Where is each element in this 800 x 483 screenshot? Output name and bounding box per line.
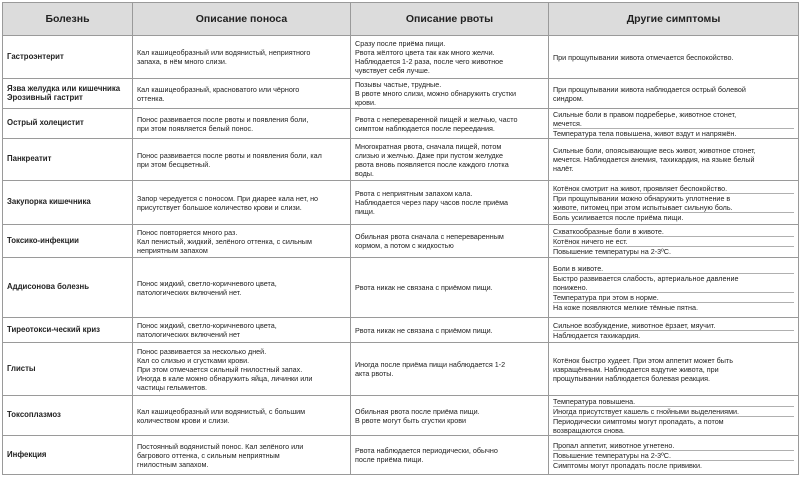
table-row — [3, 258, 799, 318]
other-symptoms — [549, 109, 799, 139]
disease-name: Закупорка кишечника — [3, 181, 133, 225]
symptom-line: Повышение температуры на 2-3ºС. — [553, 246, 794, 256]
header-disease: Болезнь — [3, 3, 133, 36]
table-row — [3, 396, 799, 436]
vomit-line: акта рвоты. — [355, 369, 394, 378]
other-symptoms — [549, 436, 799, 475]
other-symptoms — [549, 258, 799, 318]
table-row — [3, 79, 799, 109]
vomit-line: пищи. — [355, 207, 375, 216]
vomit-description — [351, 318, 549, 343]
vomit-line: рвота вновь появляется после каждого глотка — [355, 159, 509, 169]
vomit-line: чувствует себя лучше. — [355, 66, 430, 75]
diarrhea-line: при этом бесцветный. — [137, 159, 211, 169]
vomit-description — [351, 396, 549, 436]
vomit-line: Обильная рвота после приёма пищи. — [355, 406, 480, 416]
diarrhea-line: при этом появляется белый понос. — [137, 123, 254, 133]
diarrhea-line: При этом отмечается сильный гнилостный запах. — [137, 364, 303, 374]
vomit-description — [351, 181, 549, 225]
vomit-line: Рвота с неприятным запахом кала. — [355, 189, 473, 198]
other-symptoms — [549, 318, 799, 343]
header-vomit: Описание рвоты — [351, 3, 549, 36]
symptom-line: Температура повышена. — [553, 396, 636, 406]
symptoms-table — [2, 2, 799, 475]
disease-name: Аддисонова болезнь — [3, 258, 133, 318]
disease-name: Острый холецистит — [3, 109, 133, 139]
diarrhea-description — [133, 36, 351, 79]
symptom-line: Сильное возбуждение, животное ёрзает, мяучит. — [553, 320, 716, 330]
symptom-line: синдром. — [553, 93, 584, 103]
vomit-line: слизью и желчью. Даже при пустом желудке — [355, 150, 503, 160]
symptom-line: извращённым. Наблюдается вздутие живота, при — [553, 364, 719, 374]
symptom-line: Быстро развивается слабость, артериальное давление — [553, 273, 794, 283]
symptom-line: Симптомы могут пропадать после прививки. — [553, 460, 794, 470]
symptom-line: Температура при этом в норме. — [553, 292, 794, 302]
diarrhea-description — [133, 343, 351, 396]
symptom-line: Пропал аппетит, животное угнетено. — [553, 440, 675, 450]
vomit-line: Рвота никак не связана с приёмом пищи. — [355, 325, 493, 335]
diarrhea-line: Постоянный водянистый понос. Кал зелёного или — [137, 441, 304, 451]
disease-name: Глисты — [3, 343, 133, 396]
vomit-line: Обильная рвота сначала с непереваренным — [355, 232, 504, 241]
other-symptoms — [549, 396, 799, 436]
other-symptoms — [549, 36, 799, 79]
disease-name: Гастроэнтерит — [3, 36, 133, 79]
table-row — [3, 318, 799, 343]
symptom-line: Температура тела повышена, живот вздут и напряжён. — [553, 128, 794, 138]
symptom-line: прощупывании наблюдается болевая реакция. — [553, 373, 711, 383]
diarrhea-description — [133, 79, 351, 109]
vomit-line: В рвоте много слизи, можно обнаружить сгустки — [355, 89, 516, 98]
diarrhea-description — [133, 318, 351, 343]
symptom-line: мечется. — [553, 118, 582, 128]
diarrhea-line: Кал кашицеобразный, красноватого или чёрного — [137, 84, 300, 94]
vomit-line: крови. — [355, 98, 376, 107]
disease-name: Язва желудка или кишечника Эрозивный гастрит — [3, 79, 133, 109]
diarrhea-description — [133, 258, 351, 318]
diarrhea-line: патологических включений нет — [137, 330, 241, 339]
symptom-line: Боли в животе. — [553, 263, 604, 273]
symptom-line: Котёнок быстро худеет. При этом аппетит может быть — [553, 355, 733, 365]
diarrhea-description — [133, 139, 351, 181]
diarrhea-line: гнилостным запахом. — [137, 459, 209, 469]
diarrhea-line: Запор чередуется с поносом. При диарее кала нет, но — [137, 193, 319, 203]
disease-name: Тиреотокси-ческий криз — [3, 318, 133, 343]
table-row — [3, 139, 799, 181]
vomit-description — [351, 109, 549, 139]
diarrhea-line: Понос жидкий, светло-коричневого цвета, — [137, 278, 277, 288]
diarrhea-line: багрового оттенка, с сильным неприятным — [137, 450, 280, 460]
diarrhea-line: Понос развивается после рвоты и появления боли, — [137, 114, 309, 124]
vomit-description — [351, 343, 549, 396]
symptom-line: При прощупывании живота отмечается беспокойство. — [553, 52, 734, 62]
vomit-line: симптом наблюдается после переедания. — [355, 123, 495, 133]
vomit-line: Рвота жёлтого цвета так как много желчи. — [355, 48, 495, 57]
diarrhea-line: запаха, в нём много слизи. — [137, 57, 227, 66]
table-row — [3, 36, 799, 79]
vomit-description — [351, 258, 549, 318]
diarrhea-line: Иногда в кале можно обнаружить яйца, личинки или — [137, 373, 313, 383]
diarrhea-line: оттенка. — [137, 93, 165, 103]
diarrhea-line: присутствует большое количество крови и слизи. — [137, 202, 302, 212]
vomit-line: воды. — [355, 168, 374, 178]
disease-name: Токсоплазмоз — [3, 396, 133, 436]
diarrhea-line: Кал со слизью и сгустками крови. — [137, 355, 250, 365]
diarrhea-line: Кал пенистый, жидкий, зелёного оттенка, с сильным — [137, 236, 312, 246]
diarrhea-description — [133, 436, 351, 475]
other-symptoms — [549, 181, 799, 225]
vomit-line: кормом, а потом с жидкостью — [355, 241, 454, 250]
header-diarrhea: Описание поноса — [133, 3, 351, 36]
vomit-description — [351, 79, 549, 109]
symptom-line: Котёнок ничего не ест. — [553, 236, 794, 246]
symptom-line: Наблюдается тахикардия. — [553, 330, 794, 340]
vomit-line: Сразу после приёма пищи. — [355, 39, 446, 48]
symptom-line: налёт. — [553, 164, 574, 173]
symptom-line: Сильные боли, опоясывающие весь живот, животное стонет, — [553, 146, 756, 155]
symptom-line: Котёнок смотрит на живот, проявляет беспокойство. — [553, 183, 728, 193]
header-other-symptoms: Другие симптомы — [549, 3, 799, 36]
symptom-line: мечется. Наблюдается анемия, тахикардия, на языке белый — [553, 155, 755, 164]
vomit-line: Иногда после приёма пищи наблюдается 1-2 — [355, 360, 506, 369]
other-symptoms — [549, 139, 799, 181]
diarrhea-line: частицы гельминтов. — [137, 382, 208, 392]
disease-name: Инфекция — [3, 436, 133, 475]
vomit-line: Рвота с непереваренной пищей и желчью, часто — [355, 114, 518, 124]
symptom-line: Иногда присутствует кашель с гнойными выделениями. — [553, 406, 794, 416]
symptom-line: Схваткообразные боли в животе. — [553, 226, 664, 236]
table-row — [3, 109, 799, 139]
vomit-line: Рвота никак не связана с приёмом пищи. — [355, 283, 493, 292]
symptom-line: понижено. — [553, 282, 588, 292]
other-symptoms — [549, 343, 799, 396]
table-row — [3, 343, 799, 396]
diarrhea-line: Понос повторяется много раз. — [137, 227, 238, 237]
header-row — [3, 3, 799, 36]
disease-name: Панкреатит — [3, 139, 133, 181]
disease-name: Токсико-инфекции — [3, 225, 133, 258]
diarrhea-line: патологических включений нет. — [137, 287, 242, 297]
vomit-line: Позывы частые, трудные. — [355, 80, 442, 89]
vomit-line: после приёма пищи. — [355, 455, 424, 464]
vomit-description — [351, 436, 549, 475]
diarrhea-line: количеством крови и слизи. — [137, 415, 230, 425]
symptom-line: животе, питомец при этом испытывает сильную боль. — [553, 202, 733, 212]
other-symptoms — [549, 79, 799, 109]
symptom-line: Боль усиливается после приёма пищи. — [553, 212, 794, 222]
symptom-line: При прощупывании можно обнаружить уплотнение в — [553, 193, 794, 203]
diarrhea-description — [133, 181, 351, 225]
vomit-line: Многократная рвота, сначала пищей, потом — [355, 141, 502, 151]
vomit-line: Наблюдается 1-2 раза, после чего животное — [355, 57, 504, 66]
vomit-line: Наблюдается через пару часов после приёма — [355, 198, 509, 207]
symptom-line: Повышение температуры на 2-3ºС. — [553, 450, 794, 460]
diarrhea-description — [133, 396, 351, 436]
symptom-line: При прощупывании живота наблюдается острый болевой — [553, 84, 746, 94]
vomit-line: Рвота наблюдается периодически, обычно — [355, 446, 498, 455]
vomit-description — [351, 225, 549, 258]
diarrhea-line: Кал кашицеобразный или водянистый, с большим — [137, 406, 306, 416]
vomit-description — [351, 139, 549, 181]
vomit-description — [351, 36, 549, 79]
diarrhea-description — [133, 225, 351, 258]
table-row — [3, 181, 799, 225]
diarrhea-line: Кал кашицеобразный или водянистый, неприятного — [137, 48, 311, 57]
diarrhea-line: неприятным запахом — [137, 245, 208, 255]
table-row — [3, 436, 799, 475]
symptom-line: Сильные боли в правом подреберье, животное стонет, — [553, 109, 737, 119]
diarrhea-description — [133, 109, 351, 139]
diarrhea-line: Понос жидкий, светло-коричневого цвета, — [137, 321, 277, 330]
diarrhea-line: Понос развивается за несколько дней. — [137, 346, 267, 356]
symptom-line: возвращаются снова. — [553, 425, 625, 435]
vomit-line: В рвоте могут быть сгустки крови — [355, 415, 467, 425]
symptom-line: На коже появляются мелкие тёмные пятна. — [553, 302, 794, 312]
diarrhea-line: Понос развивается после рвоты и появления боли, кал — [137, 150, 322, 160]
symptom-line: Периодически симптомы могут пропадать, а потом — [553, 416, 794, 426]
table-row — [3, 225, 799, 258]
other-symptoms — [549, 225, 799, 258]
